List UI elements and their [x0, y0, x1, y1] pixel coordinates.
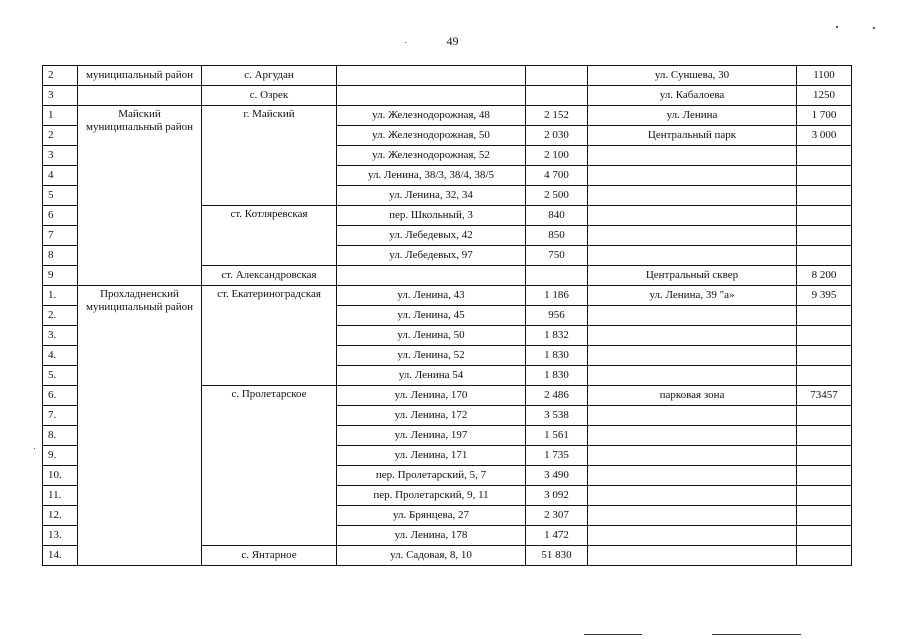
row-number: 13. [43, 526, 78, 546]
address-cell: ул. Лебедевых, 97 [337, 246, 526, 266]
area-cell: 4 700 [526, 166, 588, 186]
green-zone-address-cell [588, 246, 797, 266]
scan-speck [836, 26, 838, 28]
green-zone-address-cell: ул. Ленина [588, 106, 797, 126]
table-row [43, 106, 852, 126]
settlement-cell: с. Озрек [202, 86, 337, 106]
row-number: 5. [43, 366, 78, 386]
green-zone-area-cell [797, 446, 852, 466]
address-cell: ул. Ленина, 178 [337, 526, 526, 546]
settlement-cell: ст. Екатериноградская [202, 286, 337, 386]
address-cell: ул. Ленина, 171 [337, 446, 526, 466]
green-zone-address-cell [588, 446, 797, 466]
area-cell: 1 830 [526, 346, 588, 366]
row-number: 8. [43, 426, 78, 446]
green-zone-address-cell [588, 346, 797, 366]
address-cell: ул. Железнодорожная, 48 [337, 106, 526, 126]
address-cell: ул. Ленина, 45 [337, 306, 526, 326]
district-cell: Прохладненский муниципальный район [78, 286, 202, 566]
settlements-table [42, 65, 852, 566]
green-zone-area-cell [797, 306, 852, 326]
green-zone-area-cell [797, 406, 852, 426]
address-cell [337, 86, 526, 106]
green-zone-address-cell [588, 546, 797, 566]
area-cell: 850 [526, 226, 588, 246]
green-zone-area-cell: 1 700 [797, 106, 852, 126]
address-cell [337, 66, 526, 86]
green-zone-address-cell [588, 226, 797, 246]
address-cell: ул. Ленина, 172 [337, 406, 526, 426]
area-cell: 3 092 [526, 486, 588, 506]
scan-speck [405, 42, 406, 43]
area-cell: 1 830 [526, 366, 588, 386]
row-number: 9. [43, 446, 78, 466]
district-cell [78, 86, 202, 106]
green-zone-address-cell [588, 146, 797, 166]
address-cell: пер. Школьный, 3 [337, 206, 526, 226]
green-zone-area-cell [797, 186, 852, 206]
area-cell: 2 152 [526, 106, 588, 126]
green-zone-area-cell [797, 206, 852, 226]
row-number: 1. [43, 286, 78, 306]
green-zone-address-cell [588, 186, 797, 206]
green-zone-address-cell [588, 366, 797, 386]
area-cell: 956 [526, 306, 588, 326]
area-cell: 1 561 [526, 426, 588, 446]
table-row [43, 86, 852, 106]
settlement-cell: с. Пролетарское [202, 386, 337, 546]
green-zone-address-cell [588, 206, 797, 226]
area-cell: 840 [526, 206, 588, 226]
area-cell: 2 500 [526, 186, 588, 206]
row-number: 6. [43, 386, 78, 406]
settlement-cell: ст. Александровская [202, 266, 337, 286]
green-zone-address-cell [588, 166, 797, 186]
area-cell: 750 [526, 246, 588, 266]
row-number: 9 [43, 266, 78, 286]
address-cell [337, 266, 526, 286]
area-cell [526, 86, 588, 106]
green-zone-address-cell: Центральный парк [588, 126, 797, 146]
area-cell: 51 830 [526, 546, 588, 566]
address-cell: ул. Ленина, 43 [337, 286, 526, 306]
settlement-cell: г. Майский [202, 106, 337, 206]
row-number: 10. [43, 466, 78, 486]
district-cell: муниципальный район [78, 66, 202, 86]
row-number: 4. [43, 346, 78, 366]
row-number: 14. [43, 546, 78, 566]
row-number: 4 [43, 166, 78, 186]
area-cell [526, 66, 588, 86]
green-zone-address-cell: парковая зона [588, 386, 797, 406]
district-cell: Майский муниципальный район [78, 106, 202, 286]
green-zone-area-cell: 1100 [797, 66, 852, 86]
address-cell: ул. Ленина 54 [337, 366, 526, 386]
green-zone-address-cell [588, 526, 797, 546]
row-number: 3 [43, 86, 78, 106]
green-zone-address-cell: ул. Суншева, 30 [588, 66, 797, 86]
row-number: 12. [43, 506, 78, 526]
area-cell: 1 832 [526, 326, 588, 346]
address-cell: ул. Ленина, 32, 34 [337, 186, 526, 206]
area-cell: 1 186 [526, 286, 588, 306]
address-cell: ул. Ленина, 197 [337, 426, 526, 446]
row-number: 3. [43, 326, 78, 346]
footer-rule-right [712, 634, 801, 635]
green-zone-area-cell [797, 146, 852, 166]
address-cell: пер. Пролетарский, 5, 7 [337, 466, 526, 486]
green-zone-address-cell: Центральный сквер [588, 266, 797, 286]
table-row [43, 286, 852, 306]
row-number: 5 [43, 186, 78, 206]
green-zone-address-cell [588, 306, 797, 326]
address-cell: ул. Брянцева, 27 [337, 506, 526, 526]
row-number: 2 [43, 66, 78, 86]
row-number: 2 [43, 126, 78, 146]
green-zone-area-cell [797, 226, 852, 246]
scan-speck [873, 27, 875, 29]
row-number: 1 [43, 106, 78, 126]
page-number: 49 [446, 34, 459, 48]
area-cell: 2 100 [526, 146, 588, 166]
green-zone-area-cell [797, 506, 852, 526]
row-number: 2. [43, 306, 78, 326]
area-cell: 3 538 [526, 406, 588, 426]
address-cell: ул. Садовая, 8, 10 [337, 546, 526, 566]
green-zone-area-cell [797, 526, 852, 546]
area-cell: 1 735 [526, 446, 588, 466]
scan-speck [34, 448, 35, 449]
area-cell: 2 307 [526, 506, 588, 526]
table-row [43, 66, 852, 86]
area-cell: 2 486 [526, 386, 588, 406]
green-zone-area-cell [797, 426, 852, 446]
row-number: 7. [43, 406, 78, 426]
settlement-cell: с. Янтарное [202, 546, 337, 566]
address-cell: ул. Ленина, 50 [337, 326, 526, 346]
green-zone-address-cell [588, 426, 797, 446]
green-zone-area-cell: 8 200 [797, 266, 852, 286]
row-number: 8 [43, 246, 78, 266]
green-zone-address-cell: ул. Кабалоева [588, 86, 797, 106]
green-zone-area-cell [797, 366, 852, 386]
green-zone-area-cell [797, 346, 852, 366]
green-zone-address-cell [588, 326, 797, 346]
area-cell: 2 030 [526, 126, 588, 146]
green-zone-area-cell [797, 166, 852, 186]
green-zone-area-cell: 1250 [797, 86, 852, 106]
settlement-cell: с. Аргудан [202, 66, 337, 86]
row-number: 3 [43, 146, 78, 166]
row-number: 6 [43, 206, 78, 226]
green-zone-area-cell [797, 486, 852, 506]
green-zone-area-cell: 3 000 [797, 126, 852, 146]
green-zone-area-cell [797, 546, 852, 566]
address-cell: ул. Железнодорожная, 50 [337, 126, 526, 146]
address-cell: пер. Пролетарский, 9, 11 [337, 486, 526, 506]
address-cell: ул. Ленина, 52 [337, 346, 526, 366]
row-number: 11. [43, 486, 78, 506]
green-zone-area-cell: 73457 [797, 386, 852, 406]
green-zone-area-cell: 9 395 [797, 286, 852, 306]
address-cell: ул. Железнодорожная, 52 [337, 146, 526, 166]
green-zone-address-cell [588, 486, 797, 506]
green-zone-address-cell [588, 406, 797, 426]
area-cell [526, 266, 588, 286]
area-cell: 3 490 [526, 466, 588, 486]
green-zone-area-cell [797, 326, 852, 346]
green-zone-area-cell [797, 246, 852, 266]
area-cell: 1 472 [526, 526, 588, 546]
settlement-cell: ст. Котляревская [202, 206, 337, 266]
address-cell: ул. Ленина, 170 [337, 386, 526, 406]
green-zone-address-cell: ул. Ленина, 39 "а» [588, 286, 797, 306]
address-cell: ул. Лебедевых, 42 [337, 226, 526, 246]
footer-rule-left [584, 634, 642, 635]
row-number: 7 [43, 226, 78, 246]
address-cell: ул. Ленина, 38/3, 38/4, 38/5 [337, 166, 526, 186]
green-zone-area-cell [797, 466, 852, 486]
green-zone-address-cell [588, 466, 797, 486]
green-zone-address-cell [588, 506, 797, 526]
